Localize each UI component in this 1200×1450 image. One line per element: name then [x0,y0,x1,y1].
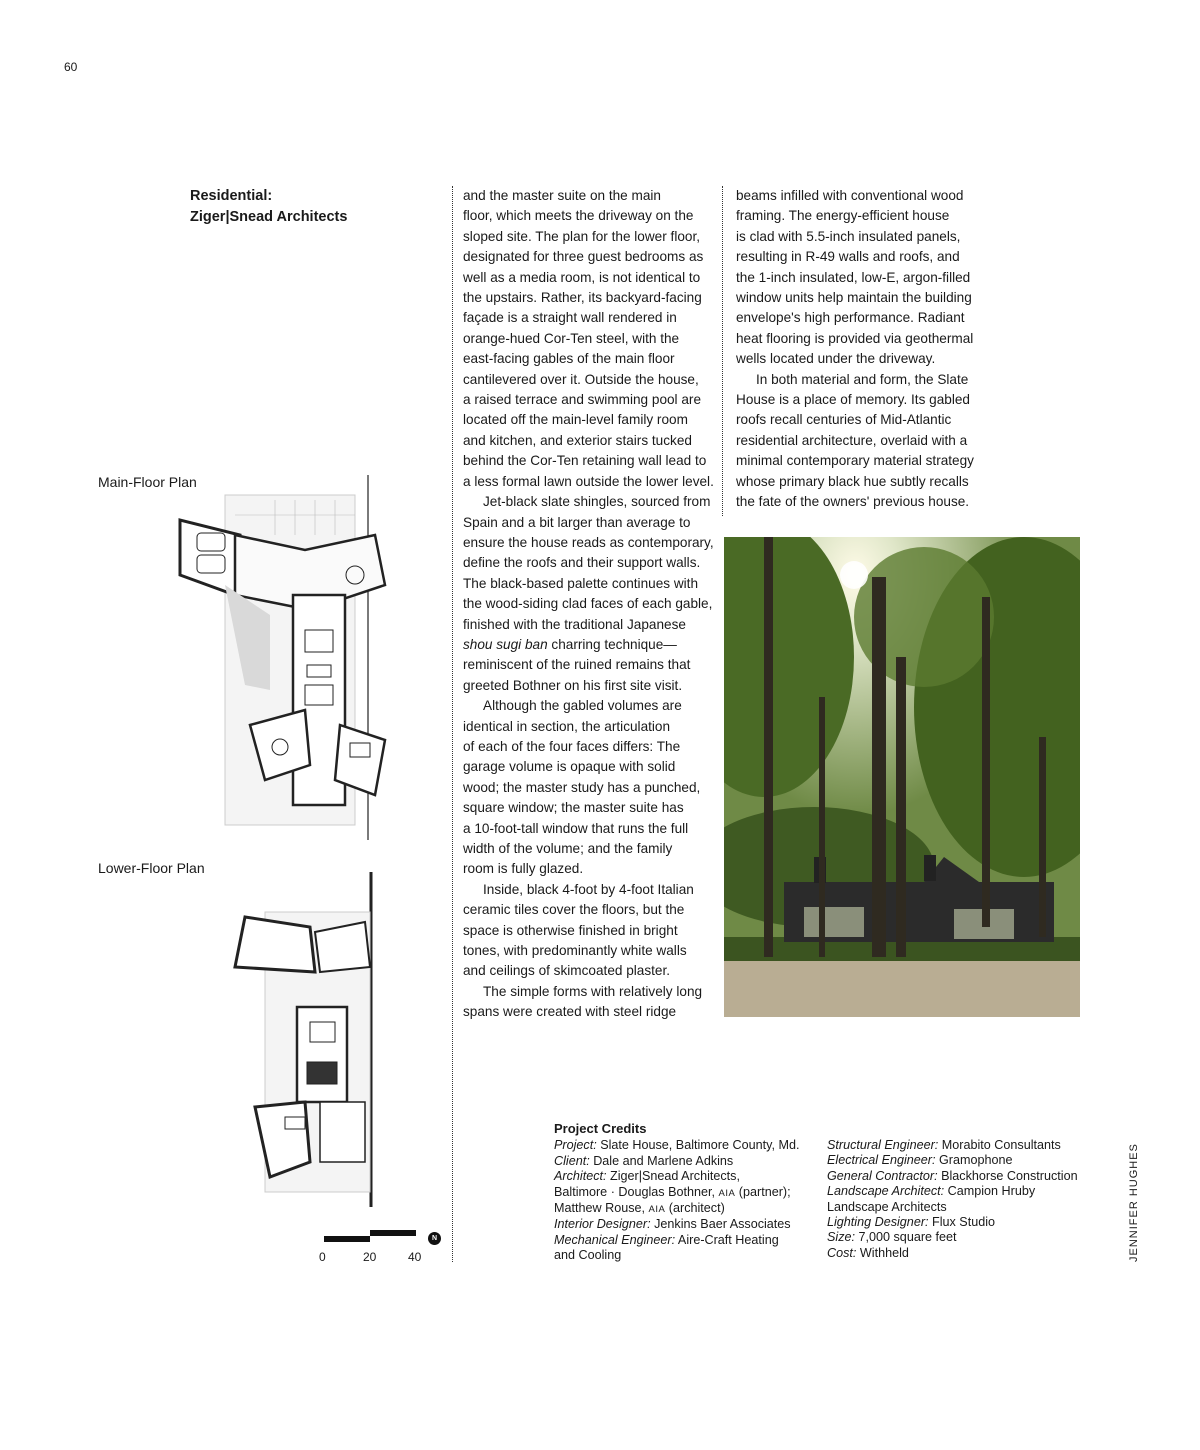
text-line: Inside, black 4-foot by 4-foot Italian [483,881,694,897]
paragraph-5 [463,982,715,1023]
text-line: the 1-inch insulated, low-E, argon-filled [736,269,971,285]
credit-line: Electrical Engineer: Gramophone [827,1153,1013,1168]
text-line: orange-hued Cor-Ten steel, with the [463,330,680,346]
text-line: and the master suite on the main [463,188,661,203]
text-line: greeted Bothner on his first site visit. [463,677,683,693]
text-line: ceramic tiles cover the floors, but the [463,902,685,918]
text-line: square window; the master suite has [463,800,684,816]
credit-line: Matthew Rouse, AIA (architect) [554,1201,725,1216]
text-line: a less formal lawn outside the lower level. [463,473,714,489]
credit-line: Structural Engineer: Morabito Consultants [827,1138,1061,1152]
photo-credit: JENNIFER HUGHES [1128,1143,1140,1262]
credit-line: Architect: Ziger|Snead Architects, [554,1169,740,1184]
text-line: reminiscent of the ruined remains that [463,657,691,673]
text-line: residential architecture, overlaid with a [736,432,968,448]
article-column-1 [463,186,715,1023]
text-line: define the roofs and their support walls. [463,555,701,571]
paragraph-6 [736,186,988,370]
text-line: the fate of the owners' previous house. [736,494,970,510]
text-line: garage volume is opaque with solid [463,759,676,775]
scale-tick-40: 40 [408,1250,422,1264]
text-line: designated for three guest bedrooms as [463,249,704,265]
paragraph-4 [463,880,715,982]
text-line: the upstairs. Rather, its backyard-facing [463,290,702,306]
project-credits-right [827,1138,1078,1261]
text-line: heat flooring is provided via geothermal [736,330,974,346]
paragraph-1 [463,186,715,492]
text-line: Jet-black slate shingles, sourced from [483,494,711,510]
text-line: wells located under the driveway. [736,351,936,367]
section-heading [190,186,347,228]
credit-line: Client: Dale and Marlene Adkins [554,1153,734,1168]
text-line: a raised terrace and swimming pool are [463,392,702,408]
credit-line: Landscape Architect: Campion Hruby [827,1184,1036,1199]
text-line: envelope's high performance. Radiant [736,310,965,326]
text-line: well as a media room, is not identical to [463,269,701,285]
text-line: and kitchen, and exterior stairs tucked [463,432,692,448]
paragraph-3 [463,696,715,880]
text-line: finished with the traditional Japanese [463,616,686,632]
section-label: Residential: [190,188,273,204]
text-line: In both material and form, the Slate [756,371,969,387]
paragraph-2: Jet-black slate shingles, sourced from Spain and a bit larger than average to ensure the house reads as contemporary, define the roofs and their support walls. The black-based palette continues with the wood-siding clad faces of each gable, finished with the traditional Japanese shou sugi ban charring technique— reminiscent of the ruined remains that greeted Bothner on his first site visit. [463,492,715,696]
scale-bar-graphic [322,1224,422,1248]
text-line: is clad with 5.5-inch insulated panels, [736,228,961,244]
credit-line: Size: 7,000 square feet [827,1230,957,1245]
text-line: of each of the four faces differs: The [463,738,681,754]
page-number: 60 [64,60,78,74]
text-line: ensure the house reads as contemporary, [463,534,714,550]
text-line: Spain and a bit larger than average to [463,514,691,530]
text-line: Although the gabled volumes are [483,698,682,714]
main-floor-plan-label: Main-Floor Plan [98,474,197,490]
text-line: façade is a straight wall rendered in [463,310,677,326]
text-line: located off the main-level family room [463,412,688,428]
text-line: tones, with predominantly white walls [463,943,687,959]
text-line: floor, which meets the driveway on the [463,208,694,224]
text-line: behind the Cor-Ten retaining wall lead to [463,453,707,469]
text-line: wood; the master study has a punched, [463,779,701,795]
scale-tick-20: 20 [363,1250,377,1264]
text-line: a 10-foot-tall window that runs the full [463,820,689,836]
text-line: and ceilings of skimcoated plaster. [463,963,671,979]
text-line: the wood-siding clad faces of each gable, [463,596,713,612]
text-line: whose primary black hue subtly recalls [736,473,969,489]
credit-line: Cost: Withheld [827,1245,909,1260]
text-line: space is otherwise finished in bright [463,922,678,938]
text-line: roofs recall centuries of Mid-Atlantic [736,412,952,428]
lower-floor-plan-label: Lower-Floor Plan [98,860,205,876]
text-line: spans were created with steel ridge [463,1004,677,1020]
text-line: The black-based palette continues with [463,575,699,591]
credit-line: Baltimore · Douglas Bothner, AIA (partner); [554,1184,791,1199]
scale-bar [318,1224,448,1268]
column-divider-right [722,186,723,516]
text-line: beams infilled with conventional wood [736,188,964,203]
text-line: House is a place of memory. Its gabled [736,392,970,408]
text-line: minimal contemporary material strategy [736,453,974,469]
text-line: sloped site. The plan for the lower floor, [463,228,701,244]
credit-line: and Cooling [554,1248,622,1263]
credit-line: Interior Designer: Jenkins Baer Associates [554,1217,791,1232]
credit-line: Lighting Designer: Flux Studio [827,1215,996,1230]
credit-line: Project: Slate House, Baltimore County, Md. [554,1138,800,1153]
text-line: width of the volume; and the family [463,841,673,856]
text-line: The simple forms with relatively long [483,983,703,999]
lower-floor-plan-drawing [225,872,380,1212]
north-arrow-icon: N [428,1232,441,1245]
text-line: cantilevered over it. Outside the house, [463,371,699,387]
text-line: east-facing gables of the main floor [463,351,675,367]
credit-line: General Contractor: Blackhorse Construction [827,1168,1078,1183]
paragraph-7 [736,370,988,513]
article-column-2 [736,186,988,513]
main-floor-plan-drawing [175,475,390,840]
credit-line: Mechanical Engineer: Aire-Craft Heating [554,1232,779,1247]
credit-line: Landscape Architects [827,1199,947,1214]
project-credits-left [554,1121,799,1264]
column-divider-left [452,186,453,1262]
text-line: framing. The energy-efficient house [736,208,950,224]
project-credits-title: Project Credits [554,1121,647,1136]
text-line: window units help maintain the building [736,290,972,306]
text-line: room is fully glazed. [463,861,584,877]
house-photo [724,537,1080,1017]
text-line: resulting in R-49 walls and roofs, and [736,249,960,265]
firm-name: Ziger|Snead Architects [190,209,348,225]
text-line: identical in section, the articulation [463,718,671,734]
scale-tick-0: 0 [319,1250,326,1264]
